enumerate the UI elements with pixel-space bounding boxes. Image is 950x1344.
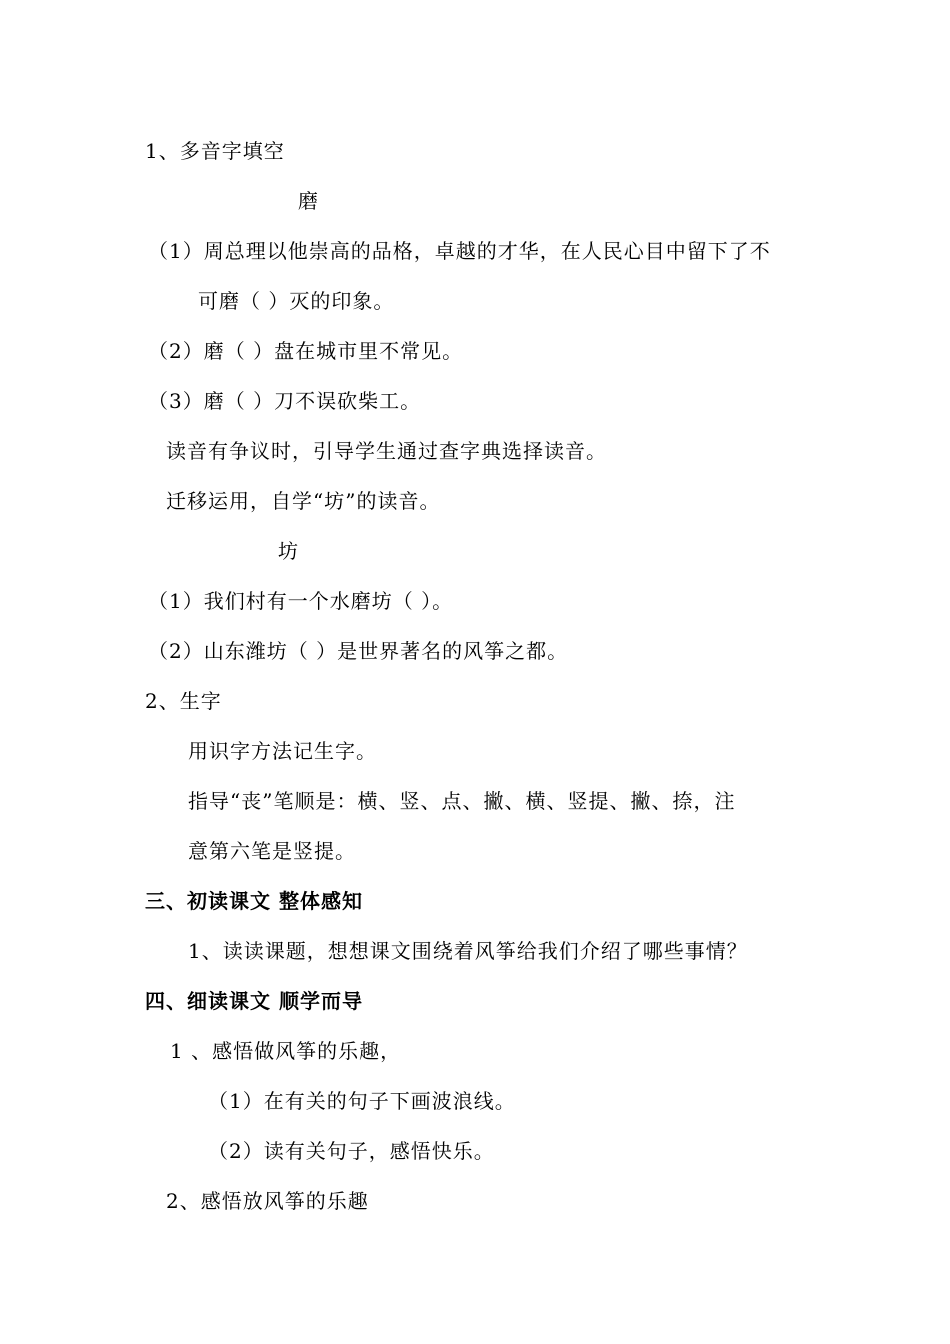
mo-item2: （2）磨（ ）盘在城市里不常见。 [148,339,464,363]
section2-heading: 2、生字 [145,689,222,713]
teaching-note-dictionary: 读音有争议时，引导学生通过查字典选择读音。 [166,439,607,463]
part4-point1-sub2: （2）读有关句子，感悟快乐。 [208,1139,495,1163]
mo-item1-line2: 可磨（ ）灭的印象。 [198,289,395,313]
polyphone-char-mo: 磨 [298,189,319,213]
teaching-note-transfer: 迁移运用，自学“坊”的读音。 [166,489,441,513]
stroke-order-note: 意第六笔是竖提。 [188,839,356,863]
fang-item1: （1）我们村有一个水磨坊（ ）。 [148,589,454,613]
part4-point1: 1 、感悟做风筝的乐趣， [170,1039,402,1063]
stroke-order-line: 指导“丧”笔顺是：横、竖、点、撇、横、竖提、撇、捺，注 [188,789,736,813]
mo-item1-line1: （1）周总理以他崇高的品格，卓越的才华，在人民心目中留下了不 [148,239,771,263]
new-words-line1: 用识字方法记生字。 [188,739,377,763]
part3-question1: 1、读读课题，想想课文围绕着风筝给我们介绍了哪些事情？ [188,939,748,963]
part3-heading: 三、初读课文 整体感知 [145,889,363,913]
fang-item2: （2）山东潍坊（ ）是世界著名的风筝之都。 [148,639,569,663]
mo-item3: （3）磨（ ）刀不误砍柴工。 [148,389,422,413]
polyphone-char-fang: 坊 [278,539,299,563]
section1-heading: 1、多音字填空 [145,139,285,163]
part4-point1-sub1: （1）在有关的句子下画波浪线。 [208,1089,516,1113]
part4-heading: 四、细读课文 顺学而导 [145,989,363,1013]
part4-point2: 2、感悟放风筝的乐趣 [166,1189,369,1213]
